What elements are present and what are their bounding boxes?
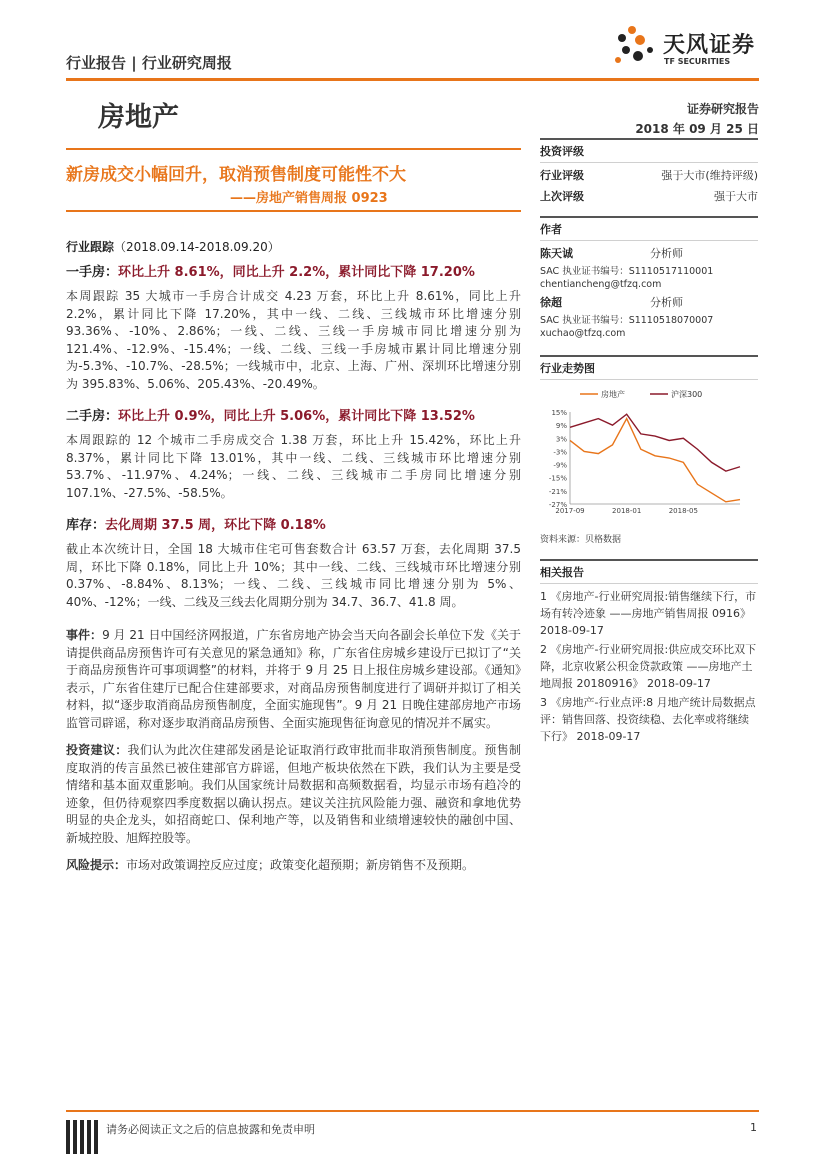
author1-cert: SAC 执业证书编号：S1110517110001 — [540, 266, 714, 277]
chart-y-tick-label: -27% — [548, 501, 567, 509]
chart-y-tick-label: -15% — [548, 474, 567, 483]
footer-disclaimer: 请务必阅读正文之后的信息披露和免责申明 — [106, 1123, 315, 1136]
chart-series-line-2 — [570, 414, 740, 471]
related-report-3[interactable]: 3 《房地产-行业点评:8 月地产统计局数据点评：销售回落、投资续稳、去化率或将继续下行》 2018-09-17 — [540, 696, 756, 743]
risk-paragraph: 风险提示：市场对政策调控反应过度；政策变化超预期；新房销售不及预期。 — [66, 858, 475, 872]
chart-y-tick-label: 3% — [555, 435, 567, 444]
section-inventory-heading: 库存：去化周期 37.5 周，环比下降 0.18% — [66, 518, 326, 533]
qr-code-icon — [66, 1120, 100, 1154]
author2-email[interactable]: xuchao@tfzq.com — [540, 328, 626, 339]
page-number: 1 — [750, 1121, 757, 1134]
author2-row: 徐超 分析师 — [540, 296, 683, 309]
section-second-hand-text: 本周跟踪的 12 个城市二手房成交合 1.38 万套，环比上升 15.42%，环比上升 8.37%，累计同比下降 13.01%，其中一线、二线、三线城市环比增速分别 53.7%、-11.97%、4.24%；一线、二线、三线城市二手房同比增速分别 107.1%、-27.5%、-58.5%。 — [66, 433, 521, 500]
chart-series-line-1 — [570, 419, 740, 502]
sidebar — [540, 138, 758, 745]
event-paragraph: 事件：9 月 21 日中国经济网报道，广东省房地产协会当天向各副会长单位下发《关于请提供商品房预售许可有关意见的紧急通知》称，广东省住房城乡建设厅已拟订了“关于商品房预售许可事项调整”的材料，并将于 9 月 25 日上报住房城乡建设部。《通知》表示，广东省住建厅已配合住建部要求，对商品房预售制度进行了调研并拟订了相关材料，拟“逐步取消商品房预售制度，全面实施现售”。9 月 21 日晚住建部房地产市场监管司辟谣，称对逐步取消商品房预售、全面实施现售征询意见的情况并不属实。 — [66, 628, 521, 730]
chart-y-tick-label: -21% — [548, 487, 567, 496]
chart-y-tick-label: 9% — [555, 422, 567, 431]
related-title: 相关报告 — [540, 566, 584, 579]
chart-legend-label: 沪深300 — [671, 390, 703, 399]
section-new-home-heading: 一手房：环比上升 8.61%，同比上升 2.2%，累计同比下降 17.20% — [66, 265, 475, 280]
chart-x-tick-label: 2018-05 — [668, 507, 698, 515]
advice-paragraph: 投资建议：我们认为此次住建部发函是论证取消行政审批而非取消预售制度。预售制度取消的传言虽然已被住建部官方辟谣，但地产板块依然在下跌，我们认为主要是受情绪和基本面双重影响。我们从国家统计局数据和高频数据看，均显示市场有趋冷的迹象，但仍待观察四季度数据以确认拐点。建议关注抗风险能力强、融资和拿地优势明显的央企龙头，如招商蛇口、保利地产等，以及销售和业绩增速较快的融创中国、新城控股、旭辉控股等。 — [66, 743, 521, 845]
trend-title: 行业走势图 — [540, 362, 595, 375]
chart-x-tick-label: 2017-09 — [555, 507, 585, 515]
chart-legend-label: 房地产 — [601, 390, 625, 399]
chart-y-tick-label: -3% — [553, 448, 567, 457]
author2-cert: SAC 执业证书编号：S1110518070007 — [540, 315, 714, 326]
header-divider — [66, 78, 759, 81]
brand-subtitle: TF SECURITIES — [664, 57, 731, 66]
trend-chart — [540, 386, 758, 526]
main-title: 新房成交小幅回升，取消预售制度可能性不大 — [66, 165, 406, 185]
brand-name: 天风证券 — [663, 33, 756, 58]
last-rating-row: 上次评级 强于大市 — [540, 190, 758, 203]
tracking-heading: 行业跟踪（2018.09.14-2018.09.20） — [66, 240, 280, 254]
sector-title: 房地产 — [98, 102, 179, 133]
section-new-home-text: 本周跟踪 35 大城市一手房合计成交 4.23 万套，环比上升 8.61%，同比上升 2.2%，累计同比下降 17.20%，其中一线、二线、三线城市环比增速分别 93.36%、-10%、2.86%；一线、二线、三线一手房城市同比增速分别为 121.4%、-12.9%、-15.4%；一线、二线、三线一手房城市累计同比增速分别为-5.3%、-10.7%、-28.5%；一线城市中，北京、上海、广州、深圳环比增速分别为 395.83%、5.06%、205.43%、-20.49%。 — [66, 289, 521, 391]
author1-row: 陈天诚 分析师 — [540, 247, 683, 260]
industry-rating-row: 行业评级 强于大市(维持评级) — [540, 169, 758, 182]
section-inventory-text: 截止本次统计日，全国 18 大城市住宅可售套数合计 63.57 万套，去化周期 37.5 周，环比下降 0.18%，同比上升 10%；其中一线、二线、三线城市环比增速分别 0.37%、-8.84%、8.13%；一线、二线、三线城市同比增速分别为 5%、40%、-12%；一线、二线及三线去化周期分别为 34.7、36.7、41.8 周。 — [66, 542, 521, 609]
section-second-hand-heading: 二手房：环比上升 0.9%，同比上升 5.06%，累计同比下降 13.52% — [66, 409, 475, 424]
author-title: 作者 — [540, 223, 562, 236]
report-category: 行业报告 | 行业研究周报 — [66, 54, 232, 72]
footer-divider — [66, 1110, 759, 1112]
chart-source: 资料来源：贝格数据 — [540, 535, 622, 545]
report-type: 证券研究报告 — [686, 102, 759, 116]
sub-title: ——房地产销售周报 0923 — [230, 191, 388, 206]
title-bottom-line — [66, 210, 521, 212]
chart-x-tick-label: 2018-01 — [612, 507, 642, 515]
report-date: 2018 年 09 月 25 日 — [635, 122, 759, 136]
rating-title: 投资评级 — [540, 145, 584, 158]
rating-top-line — [540, 138, 758, 140]
title-top-line — [66, 148, 521, 150]
chart-y-tick-label: -9% — [553, 461, 567, 470]
main-body — [66, 238, 521, 875]
author1-email[interactable]: chentiancheng@tfzq.com — [540, 279, 662, 290]
chart-y-tick-label: 15% — [551, 409, 567, 417]
related-report-2[interactable]: 2 《房地产-行业研究周报:供应成交环比双下降，北京收紧公积金贷款政策 ——房地产土地周报 20180916》 2018-09-17 — [540, 643, 757, 690]
related-report-1[interactable]: 1 《房地产-行业研究周报:销售继续下行，市场有转冷迹象 ——房地产销售周报 0916》 2018-09-17 — [540, 590, 757, 637]
